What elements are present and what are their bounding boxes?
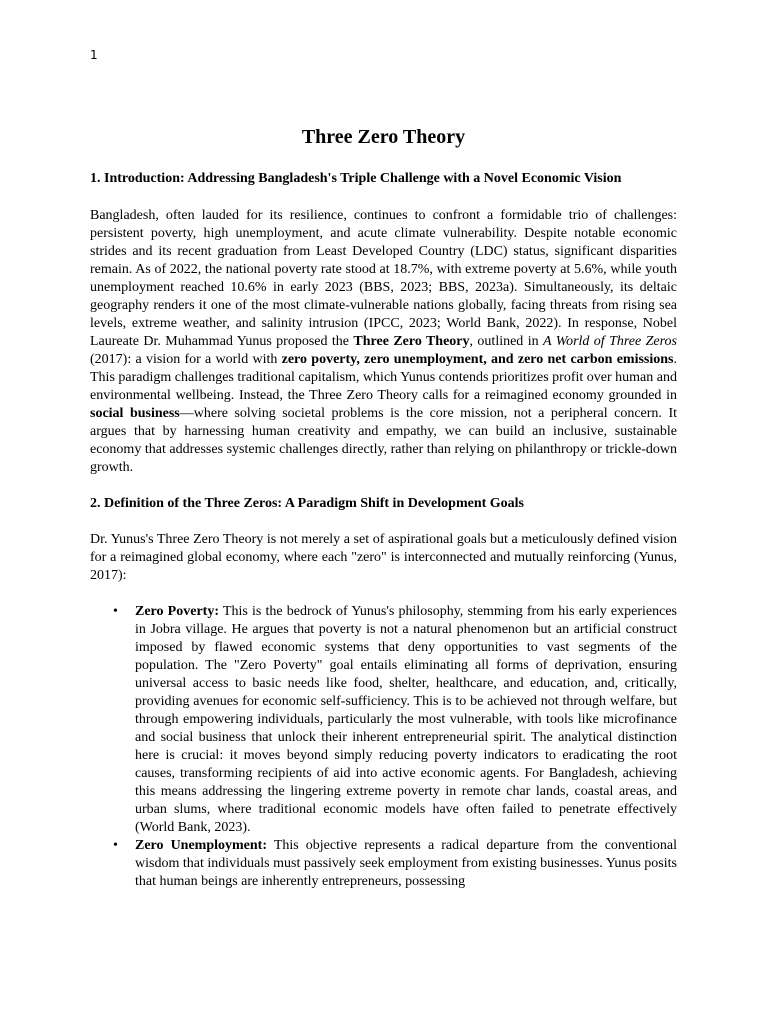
list-item-text: This is the bedrock of Yunus's philosophy, stemming from his early experiences in Jobra village. He argues that poverty is not a natural phenomenon but an artificial construct imposed by flawed economic systems that deny opportunities to vast segments of the population. The "Zero Poverty" goal entails eliminating all forms of deprivation, ensuring universal access to basic needs like food, shelter, healthcare, and education, and, critically, providing avenues for economic self-sufficiency. This is to be achieved not through welfare, but through empowering individuals, particularly the most vulnerable, with tools like microfinance and social business that unlock their inherent entrepreneurial spirit. The analytical distinction here is crucial: it moves beyond simply reducing poverty indicators to eradicating the root causes, transforming recipients of aid into active economic agents. For Bangladesh, achieving this means addressing the lingering extreme poverty in remote char lands, coastal areas, and urban slums, where traditional economic models have often failed to penetrate effectively (World Bank, 2023). (135, 604, 677, 835)
text-run: , outlined in (469, 334, 543, 349)
three-zeros-list (90, 603, 677, 891)
list-item-label: Zero Poverty: (135, 604, 219, 619)
list-item-text: This objective represents a radical departure from the conventional wisdom that individuals must passively seek employment from existing businesses. Yunus posits that human beings are inherently entrepreneurs, possessing (135, 838, 678, 889)
document-body (90, 123, 677, 891)
list-item-label: Zero Unemployment: (135, 838, 268, 853)
section-heading-introduction: 1. Introduction: Addressing Bangladesh's Triple Challenge with a Novel Economic Vision (90, 171, 622, 186)
list-item-zero-poverty (135, 603, 677, 837)
bold-term-three-zero-theory: Three Zero Theory (353, 334, 470, 349)
text-run: —where solving societal problems is the core mission, not a peripheral concern. It argues that by harnessing human creativity and empathy, we can build an inclusive, sustainable economy that addresses systemic challenges directly, rather than relying on philanthropy or trickle-down growth. (90, 406, 678, 475)
section-heading-definition: 2. Definition of the Three Zeros: A Paradigm Shift in Development Goals (90, 496, 524, 511)
document-title: Three Zero Theory (301, 126, 466, 148)
text-run: . This paradigm challenges traditional capitalism, which Yunus contends prioritizes profit over human and environmental wellbeing. Instead, the Three Zero Theory calls for a reimagined economy grounded in (90, 352, 677, 403)
book-title: A World of Three Zeros (543, 334, 678, 349)
introduction-paragraph (90, 207, 677, 477)
list-item-zero-unemployment (135, 837, 677, 891)
text-run: (2017): a vision for a world with (90, 352, 282, 367)
definition-intro-paragraph: Dr. Yunus's Three Zero Theory is not merely a set of aspirational goals but a meticulously defined vision for a reimagined global economy, where each "zero" is interconnected and mutually reinforcing (Yunus, 2017): (90, 532, 677, 583)
bold-social-business: social business (90, 406, 180, 421)
text-run: Bangladesh, often lauded for its resilience, continues to confront a formidable trio of challenges: persistent poverty, high unemployment, and acute climate vulnerability. Despite notable economic strides and its recent graduation from Least Developed Country (LDC) status, significant disparities remain. As of 2022, the national poverty rate stood at 18.7%, with extreme poverty at 5.6%, while youth unemployment reached 10.6% in early 2023 (BBS, 2023; BBS, 2023a). Simultaneously, its deltaic geography renders it one of the most climate-vulnerable nations globally, facing threats from rising sea levels, extreme weather, and salinity intrusion (IPCC, 2023; World Bank, 2022). In response, Nobel Laureate Dr. Muhammad Yunus proposed the (90, 208, 677, 349)
page-number: 1 (90, 48, 98, 62)
bold-three-zeros: zero poverty, zero unemployment, and zero net carbon emissions (281, 352, 674, 367)
